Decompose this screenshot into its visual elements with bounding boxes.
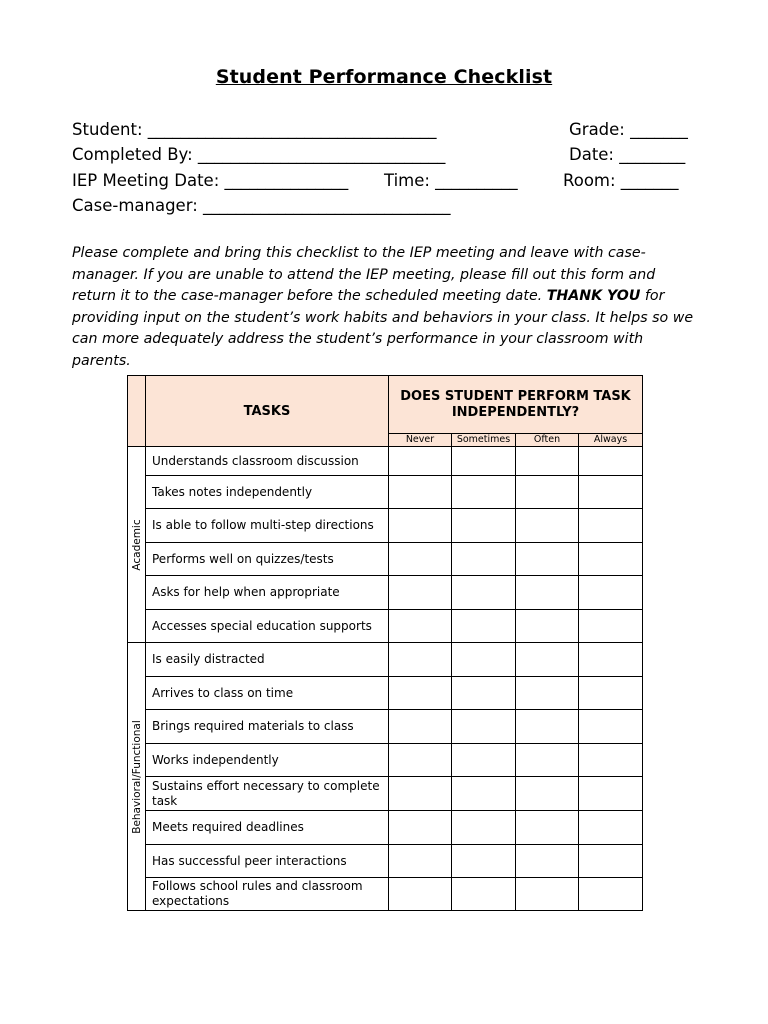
rating-cell[interactable]: [579, 447, 643, 476]
date-field[interactable]: Date: ________: [569, 145, 686, 164]
rating-cell[interactable]: [452, 777, 516, 811]
instructions-paragraph: [72, 243, 698, 372]
task-row: [128, 476, 643, 509]
completed-by-field[interactable]: Completed By: ______________________________: [72, 145, 446, 164]
rating-cell[interactable]: [579, 811, 643, 845]
rating-cell[interactable]: [516, 543, 579, 576]
rating-cell[interactable]: [452, 509, 516, 543]
task-row: [128, 447, 643, 476]
rating-cell[interactable]: [579, 710, 643, 744]
rating-cell[interactable]: [452, 710, 516, 744]
task-row: [128, 643, 643, 677]
rating-cell[interactable]: [579, 543, 643, 576]
rating-cell[interactable]: [579, 677, 643, 710]
behavioral-category-label: Behavioral/Functional: [130, 719, 143, 834]
rating-cell[interactable]: [389, 744, 452, 777]
rating-cell[interactable]: [389, 811, 452, 845]
task-label: Brings required materials to class: [146, 710, 389, 744]
rating-cell[interactable]: [452, 610, 516, 643]
rating-cell[interactable]: [516, 744, 579, 777]
rating-cell[interactable]: [389, 677, 452, 710]
task-label: Works independently: [146, 744, 389, 777]
rating-cell[interactable]: [516, 509, 579, 543]
task-row: [128, 878, 643, 911]
rating-cell[interactable]: [516, 845, 579, 878]
rating-cell[interactable]: [516, 447, 579, 476]
task-label: Sustains effort necessary to complete task: [146, 777, 389, 811]
task-label: Takes notes independently: [146, 476, 389, 509]
rating-cell[interactable]: [516, 811, 579, 845]
academic-category-label: Academic: [130, 518, 143, 571]
task-label: Asks for help when appropriate: [146, 576, 389, 610]
rating-cell[interactable]: [452, 845, 516, 878]
rating-cell[interactable]: [389, 845, 452, 878]
rating-cell[interactable]: [389, 643, 452, 677]
rating-cell[interactable]: [579, 509, 643, 543]
rating-cell[interactable]: [452, 677, 516, 710]
iep-meeting-date-field[interactable]: IEP Meeting Date: _______________: [72, 171, 349, 190]
task-row: [128, 811, 643, 845]
task-label: Performs well on quizzes/tests: [146, 543, 389, 576]
task-label: Follows school rules and classroom expectations: [146, 878, 389, 911]
rating-cell[interactable]: [516, 476, 579, 509]
task-row: [128, 610, 643, 643]
time-field[interactable]: Time: __________: [384, 171, 518, 190]
rating-cell[interactable]: [579, 576, 643, 610]
rating-column-header: Never: [389, 434, 452, 447]
rating-cell[interactable]: [579, 777, 643, 811]
task-label: Accesses special education supports: [146, 610, 389, 643]
rating-cell[interactable]: [579, 744, 643, 777]
task-label: Understands classroom discussion: [146, 447, 389, 476]
rating-column-header: Sometimes: [452, 434, 516, 447]
task-label: Has successful peer interactions: [146, 845, 389, 878]
rating-cell[interactable]: [389, 610, 452, 643]
case-manager-field[interactable]: Case-manager: ______________________________: [72, 196, 451, 215]
task-row: [128, 744, 643, 777]
page-title: Student Performance Checklist: [215, 66, 553, 88]
task-row: [128, 677, 643, 710]
rating-column-header: Often: [516, 434, 579, 447]
rating-cell[interactable]: [516, 610, 579, 643]
instructions-text-2: for providing input on the student’s work habits and behaviors in your class. It helps so we can more adequately address the student’s performance in your classroom with parents.: [72, 288, 694, 369]
rating-cell[interactable]: [389, 543, 452, 576]
rating-cell[interactable]: [579, 476, 643, 509]
rating-column-header: Always: [579, 434, 643, 447]
rating-cell[interactable]: [579, 610, 643, 643]
rating-cell[interactable]: [516, 777, 579, 811]
academic-category-cell: [128, 447, 146, 643]
rating-cell[interactable]: [452, 543, 516, 576]
room-field[interactable]: Room: _______: [563, 171, 679, 190]
task-row: [128, 845, 643, 878]
rating-cell[interactable]: [389, 878, 452, 911]
checklist-table: [127, 375, 643, 911]
task-label: Is easily distracted: [146, 643, 389, 677]
rating-cell[interactable]: [389, 576, 452, 610]
rating-cell[interactable]: [516, 643, 579, 677]
rating-cell[interactable]: [452, 811, 516, 845]
student-field[interactable]: Student: ___________________________________: [72, 120, 437, 139]
independence-header: DOES STUDENT PERFORM TASK INDEPENDENTLY?: [389, 376, 643, 434]
task-row: [128, 576, 643, 610]
task-label: Meets required deadlines: [146, 811, 389, 845]
rating-cell[interactable]: [516, 878, 579, 911]
rating-cell[interactable]: [452, 447, 516, 476]
rating-cell[interactable]: [579, 878, 643, 911]
task-row: [128, 509, 643, 543]
task-row: [128, 777, 643, 811]
task-row: [128, 543, 643, 576]
rating-cell[interactable]: [452, 476, 516, 509]
thank-you-text: THANK YOU: [546, 288, 641, 304]
rating-cell[interactable]: [516, 710, 579, 744]
rating-cell[interactable]: [452, 878, 516, 911]
rating-cell[interactable]: [389, 476, 452, 509]
task-label: Is able to follow multi-step directions: [146, 509, 389, 543]
rating-cell[interactable]: [452, 576, 516, 610]
instructions-text-1: Please complete and bring this checklist to the IEP meeting and leave with case-manager. If you are unable to attend the IEP meeting, please fill out this form and return it to the case-manager before the scheduled meeting date.: [72, 245, 656, 304]
rating-cell[interactable]: [389, 710, 452, 744]
behavioral-category-cell: [128, 643, 146, 911]
grade-field[interactable]: Grade: _______: [569, 120, 688, 139]
rating-cell[interactable]: [389, 777, 452, 811]
tasks-header: TASKS: [146, 376, 389, 447]
rating-cell[interactable]: [516, 677, 579, 710]
header-corner-cell: [128, 376, 146, 447]
task-row: [128, 710, 643, 744]
rating-cell[interactable]: [389, 447, 452, 476]
rating-cell[interactable]: [452, 744, 516, 777]
rating-cell[interactable]: [579, 845, 643, 878]
rating-cell[interactable]: [516, 576, 579, 610]
rating-cell[interactable]: [579, 643, 643, 677]
rating-cell[interactable]: [389, 509, 452, 543]
rating-cell[interactable]: [452, 643, 516, 677]
task-label: Arrives to class on time: [146, 677, 389, 710]
